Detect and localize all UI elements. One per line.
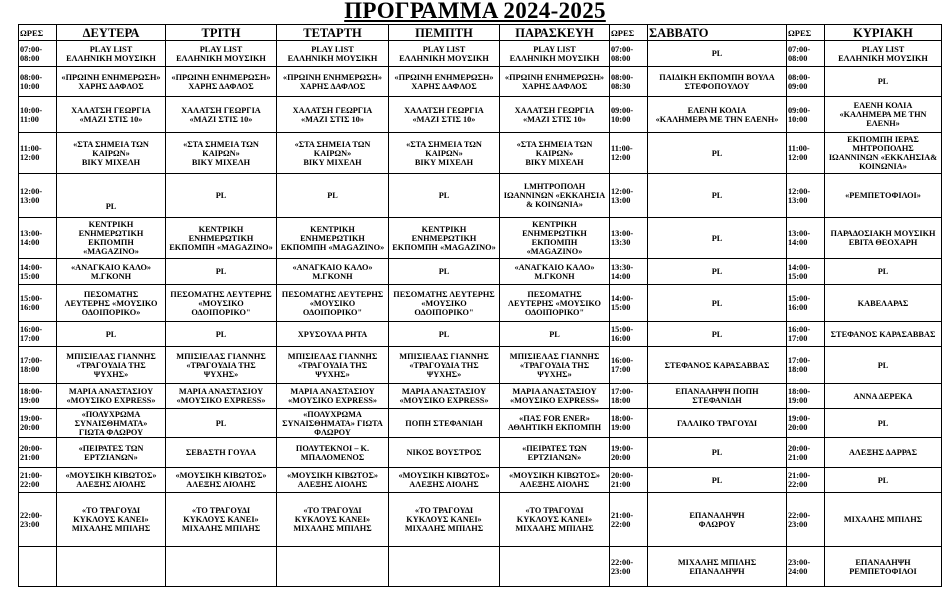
program-cell: ΣΕΒΑΣΤΗ ΓΟΥΛΑ <box>166 438 277 468</box>
program-cell: PL <box>57 322 166 347</box>
program-cell: ΕΠΑΝΑΛΗΨΗ ΠΟΠΗ ΣΤΕΦΑΝΙΔΗ <box>648 384 787 409</box>
time-cell: 07:00- 08:00 <box>19 41 57 67</box>
program-cell: PL <box>648 133 787 174</box>
program-cell: «ΜΟΥΣΙΚΗ ΚΙΒΩΤΟΣ» ΑΛΕΞΗΣ ΛΙΟΛΗΣ <box>57 468 166 493</box>
time-cell: 18:00- 19:00 <box>19 384 57 409</box>
program-cell: ΚΕΝΤΡΙΚΗ ΕΝΗΜΕΡΩΤΙΚΗ ΕΚΠΟΜΠΗ «MAGAZINO» <box>57 218 166 259</box>
schedule-row <box>19 67 942 97</box>
time-cell: 16:00- 17:00 <box>787 322 825 347</box>
header-cell: ΚΥΡΙΑΚΗ <box>825 25 942 41</box>
program-cell: PL <box>825 259 942 285</box>
program-cell: «ΠΕΙΡΑΤΕΣ ΤΩΝ ΕΡΤΖΙΑΝΩΝ» <box>57 438 166 468</box>
program-cell: PLAY LIST ΕΛΛΗΝΙΚΗ ΜΟΥΣΙΚΗ <box>389 41 500 67</box>
time-cell: 10:00- 11:00 <box>19 97 57 133</box>
time-cell: 13:00- 14:00 <box>787 218 825 259</box>
program-cell: ΜΙΧΑΛΗΣ ΜΠΙΛΗΣ ΕΠΑΝΑΛΗΨΗ <box>648 547 787 587</box>
program-cell: PL <box>648 438 787 468</box>
schedule-row <box>19 438 942 468</box>
program-cell: PL <box>825 409 942 438</box>
program-cell: «ΠΡΩΙΝΗ ΕΝΗΜΕΡΩΣΗ» ΧΑΡΗΣ ΔΑΦΛΟΣ <box>57 67 166 97</box>
time-cell: 18:00- 19:00 <box>610 409 648 438</box>
header-cell: ΩΡΕΣ <box>19 25 57 41</box>
schedule-row <box>19 409 942 438</box>
program-cell: ΕΠΑΝΑΛΗΨΗ ΡΕΜΠΕΤΟΦΙΛΟΙ <box>825 547 942 587</box>
program-cell: «ΣΤΑ ΣΗΜΕΙΑ ΤΩΝ ΚΑΙΡΩΝ» ΒΙΚΥ ΜΙΧΕΛΗ <box>57 133 166 174</box>
program-cell: «ΣΤΑ ΣΗΜΕΙΑ ΤΩΝ ΚΑΙΡΩΝ» ΒΙΚΥ ΜΙΧΕΛΗ <box>166 133 277 174</box>
program-cell: ΜΠΙΣΙΕΛΑΣ ΓΙΑΝΝΗΣ «ΤΡΑΓΟΥΔΙΑ ΤΗΣ ΨΥΧΗΣ» <box>166 347 277 384</box>
schedule-row <box>19 468 942 493</box>
time-cell: 13:00- 13:30 <box>610 218 648 259</box>
program-cell: PL <box>389 259 500 285</box>
header-cell: ΤΡΙΤΗ <box>166 25 277 41</box>
program-cell: PL <box>648 218 787 259</box>
time-cell: 14:00- 15:00 <box>19 259 57 285</box>
program-cell: ΑΛΕΞΗΣ ΔΑΡΡΑΣ <box>825 438 942 468</box>
time-cell: 20:00- 21:00 <box>787 438 825 468</box>
time-cell: 14:00- 15:00 <box>610 285 648 322</box>
program-cell: «ΜΟΥΣΙΚΗ ΚΙΒΩΤΟΣ» ΑΛΕΞΗΣ ΛΙΟΛΗΣ <box>500 468 610 493</box>
header-cell: ΣΑΒΒΑΤΟ <box>648 25 787 41</box>
program-cell: ΚΕΝΤΡΙΚΗ ΕΝΗΜΕΡΩΤΙΚΗ ΕΚΠΟΜΠΗ «MAGAZINO» <box>166 218 277 259</box>
program-cell: ΠΕΣΟΜΑΤΗΣ ΛΕΥΤΕΡΗΣ «ΜΟΥΣΙΚΟ ΟΔΟΙΠΟΡΙΚΟ" <box>500 285 610 322</box>
time-cell: 20:00- 21:00 <box>19 438 57 468</box>
schedule-row <box>19 133 942 174</box>
program-cell: PL <box>648 468 787 493</box>
time-cell: 16:00- 17:00 <box>19 322 57 347</box>
program-cell: PL <box>648 285 787 322</box>
program-cell: «ΠΕΙΡΑΤΕΣ ΤΩΝ ΕΡΤΖΙΑΝΩΝ» <box>500 438 610 468</box>
time-cell: 12:00- 13:00 <box>19 174 57 218</box>
time-cell: 23:00- 24:00 <box>787 547 825 587</box>
program-cell: ΜΑΡΙΑ ΑΝΑΣΤΑΣΙΟΥ «ΜΟΥΣΙΚΟ EXPRESS» <box>500 384 610 409</box>
schedule-row <box>19 384 942 409</box>
program-cell: PL <box>825 468 942 493</box>
program-cell: PLAY LIST ΕΛΛΗΝΙΚΗ ΜΟΥΣΙΚΗ <box>57 41 166 67</box>
program-cell: ΠΕΣΟΜΑΤΗΣ ΛΕΥΤΕΡΗΣ «ΜΟΥΣΙΚΟ ΟΔΟΙΠΟΡΙΚΟ" <box>166 285 277 322</box>
time-cell: 17:00- 18:00 <box>19 347 57 384</box>
program-cell: ΠΑΡΑΔΟΣΙΑΚΗ ΜΟΥΣΙΚΗ ΕΒΙΤΑ ΘΕΟΧΑΡΗ <box>825 218 942 259</box>
program-cell: ΕΛΕΝΗ ΚΟΛΙΑ «ΚΑΛΗΜΕΡΑ ΜΕ ΤΗΝ ΕΛΕΝΗ» <box>648 97 787 133</box>
time-cell: 13:30- 14:00 <box>610 259 648 285</box>
schedule-row <box>19 218 942 259</box>
time-cell: 20:00- 21:00 <box>610 468 648 493</box>
header-cell: ΩΡΕΣ <box>787 25 825 41</box>
program-cell: ΧΑΛΑΤΣΗ ΓΕΩΡΓΙΑ «ΜΑΖΙ ΣΤΙΣ 10» <box>166 97 277 133</box>
program-cell: ΜΠΙΣΙΕΛΑΣ ΓΙΑΝΝΗΣ «ΤΡΑΓΟΥΔΙΑ ΤΗΣ ΨΥΧΗΣ» <box>57 347 166 384</box>
time-cell: 08:00- 08:30 <box>610 67 648 97</box>
program-cell: ΜΠΙΣΙΕΛΑΣ ΓΙΑΝΝΗΣ «ΤΡΑΓΟΥΔΙΑ ΤΗΣ ΨΥΧΗΣ» <box>389 347 500 384</box>
time-cell: 19:00- 20:00 <box>19 409 57 438</box>
program-cell: ΕΛΕΝΗ ΚΟΛΙΑ «ΚΑΛΗΜΕΡΑ ΜΕ ΤΗΝ ΕΛΕΝΗ» <box>825 97 942 133</box>
program-cell: ΜΠΙΣΙΕΛΑΣ ΓΙΑΝΝΗΣ «ΤΡΑΓΟΥΔΙΑ ΤΗΣ ΨΥΧΗΣ» <box>500 347 610 384</box>
program-cell: ΚΕΝΤΡΙΚΗ ΕΝΗΜΕΡΩΤΙΚΗ ΕΚΠΟΜΠΗ «MAGAZINO» <box>277 218 389 259</box>
schedule-row <box>19 347 942 384</box>
program-cell <box>389 547 500 587</box>
program-cell: «ΠΑΣ FOR ENER» ΑΘΛΗΤΙΚΗ ΕΚΠΟΜΠΗ <box>500 409 610 438</box>
time-cell: 18:00- 19:00 <box>787 384 825 409</box>
program-cell: «ΣΤΑ ΣΗΜΕΙΑ ΤΩΝ ΚΑΙΡΩΝ» ΒΙΚΥ ΜΙΧΕΛΗ <box>389 133 500 174</box>
program-cell: ΧΑΛΑΤΣΗ ΓΕΩΡΓΙΑ «ΜΑΖΙ ΣΤΙΣ 10» <box>57 97 166 133</box>
program-cell: ΜΑΡΙΑ ΑΝΑΣΤΑΣΙΟΥ «ΜΟΥΣΙΚΟ EXPRESS» <box>389 384 500 409</box>
time-cell: 15:00- 16:00 <box>19 285 57 322</box>
program-cell: ΣΤΕΦΑΝΟΣ ΚΑΡΑΣΑΒΒΑΣ <box>648 347 787 384</box>
program-cell: PLAY LIST ΕΛΛΗΝΙΚΗ ΜΟΥΣΙΚΗ <box>500 41 610 67</box>
program-cell <box>500 547 610 587</box>
program-cell: ΧΡΥΣΟΥΛΑ ΡΗΤΑ <box>277 322 389 347</box>
program-cell: «ΠΡΩΙΝΗ ΕΝΗΜΕΡΩΣΗ» ΧΑΡΗΣ ΔΑΦΛΟΣ <box>389 67 500 97</box>
program-cell: ΠΟΛΥΤΕΚΝΟΙ – Κ. ΜΠΑΛΟΜΕΝΟΣ <box>277 438 389 468</box>
header-cell: ΔΕΥΤΕΡΑ <box>57 25 166 41</box>
program-cell: PL <box>648 322 787 347</box>
program-cell: «ΠΡΩΙΝΗ ΕΝΗΜΕΡΩΣΗ» ΧΑΡΗΣ ΔΑΦΛΟΣ <box>166 67 277 97</box>
time-cell: 12:00- 13:00 <box>787 174 825 218</box>
program-cell: PL <box>389 322 500 347</box>
program-cell: «ΠΟΛΥΧΡΩΜΑ ΣΥΝΑΙΣΘΗΜΑΤΑ» ΓΙΩΤΑ ΦΛΩΡΟΥ <box>57 409 166 438</box>
schedule-row <box>19 547 942 587</box>
header-cell: ΩΡΕΣ <box>610 25 648 41</box>
program-cell: ΕΠΑΝΑΛΗΨΗ ΦΛΩΡΟΥ <box>648 493 787 547</box>
program-cell: PL <box>648 41 787 67</box>
time-cell: 17:00- 18:00 <box>610 384 648 409</box>
program-cell: «ΤΟ ΤΡΑΓΟΥΔΙ ΚΥΚΛΟΥΣ ΚΑΝΕΙ» ΜΙΧΑΛΗΣ ΜΠΙΛΗΣ <box>277 493 389 547</box>
page-title <box>0 0 950 22</box>
time-cell: 12:00- 13:00 <box>610 174 648 218</box>
time-cell: 17:00- 18:00 <box>787 347 825 384</box>
program-cell: ΚΕΝΤΡΙΚΗ ΕΝΗΜΕΡΩΤΙΚΗ ΕΚΠΟΜΠΗ «MAGAZINO» <box>389 218 500 259</box>
program-cell: PL <box>500 322 610 347</box>
program-cell: PL <box>825 67 942 97</box>
program-cell: «ΠΡΩΙΝΗ ΕΝΗΜΕΡΩΣΗ» ΧΑΡΗΣ ΔΑΦΛΟΣ <box>500 67 610 97</box>
time-cell: 11:00- 12:00 <box>610 133 648 174</box>
program-cell: ΑΝΝΑ ΔΕΡΕΚΑ <box>825 384 942 409</box>
program-cell: ΠΟΠΗ ΣΤΕΦΑΝΙΔΗ <box>389 409 500 438</box>
time-cell <box>19 547 57 587</box>
header-row <box>19 25 942 41</box>
program-cell: «ΤΟ ΤΡΑΓΟΥΔΙ ΚΥΚΛΟΥΣ ΚΑΝΕΙ» ΜΙΧΑΛΗΣ ΜΠΙΛΗΣ <box>500 493 610 547</box>
program-cell: ΓΑΛΛΙΚΟ ΤΡΑΓΟΥΔΙ <box>648 409 787 438</box>
program-cell: «ΜΟΥΣΙΚΗ ΚΙΒΩΤΟΣ» ΑΛΕΞΗΣ ΛΙΟΛΗΣ <box>389 468 500 493</box>
time-cell: 09:00- 10:00 <box>787 97 825 133</box>
time-cell: 09:00- 10:00 <box>610 97 648 133</box>
schedule-table <box>18 24 942 587</box>
program-cell: «ΣΤΑ ΣΗΜΕΙΑ ΤΩΝ ΚΑΙΡΩΝ» ΒΙΚΥ ΜΙΧΕΛΗ <box>277 133 389 174</box>
program-cell: Ι.ΜΗΤΡΟΠΟΛΗ ΙΩΑΝΝΙΝΩΝ «ΕΚΚΛΗΣΙΑ & ΚΟΙΝΩΝΙΑ» <box>500 174 610 218</box>
program-cell: «ΡΕΜΠΕΤΟΦΙΛΟΙ» <box>825 174 942 218</box>
time-cell: 22:00- 23:00 <box>787 493 825 547</box>
time-cell: 15:00- 16:00 <box>610 322 648 347</box>
program-cell: ΧΑΛΑΤΣΗ ΓΕΩΡΓΙΑ «ΜΑΖΙ ΣΤΙΣ 10» <box>277 97 389 133</box>
program-cell: PL <box>648 259 787 285</box>
time-cell: 16:00- 17:00 <box>610 347 648 384</box>
program-cell: «ΜΟΥΣΙΚΗ ΚΙΒΩΤΟΣ» ΑΛΕΞΗΣ ΛΙΟΛΗΣ <box>166 468 277 493</box>
program-cell: «ΠΡΩΙΝΗ ΕΝΗΜΕΡΩΣΗ» ΧΑΡΗΣ ΔΑΦΛΟΣ <box>277 67 389 97</box>
program-cell: «ΑΝΑΓΚΑΙΟ ΚΑΛΟ» Μ.ΓΚΟΝΗ <box>57 259 166 285</box>
schedule-row <box>19 493 942 547</box>
schedule-row <box>19 285 942 322</box>
program-cell: «ΤΟ ΤΡΑΓΟΥΔΙ ΚΥΚΛΟΥΣ ΚΑΝΕΙ» ΜΙΧΑΛΗΣ ΜΠΙΛΗΣ <box>389 493 500 547</box>
program-cell <box>277 547 389 587</box>
program-cell: ΝΙΚΟΣ ΒΟΥΣΤΡΟΣ <box>389 438 500 468</box>
header-cell: ΠΑΡΑΣΚΕΥΗ <box>500 25 610 41</box>
program-cell: PL <box>648 174 787 218</box>
program-cell: «ΤΟ ΤΡΑΓΟΥΔΙ ΚΥΚΛΟΥΣ ΚΑΝΕΙ» ΜΙΧΑΛΗΣ ΜΠΙΛΗΣ <box>166 493 277 547</box>
program-cell: ΚΕΝΤΡΙΚΗ ΕΝΗΜΕΡΩΤΙΚΗ ΕΚΠΟΜΠΗ «MAGAZINO» <box>500 218 610 259</box>
schedule-row <box>19 174 942 218</box>
schedule-row <box>19 322 942 347</box>
program-cell: «ΣΤΑ ΣΗΜΕΙΑ ΤΩΝ ΚΑΙΡΩΝ» ΒΙΚΥ ΜΙΧΕΛΗ <box>500 133 610 174</box>
program-cell: PL <box>57 174 166 218</box>
program-cell: PL <box>166 322 277 347</box>
program-cell: PLAY LIST ΕΛΛΗΝΙΚΗ ΜΟΥΣΙΚΗ <box>825 41 942 67</box>
time-cell: 07:00- 08:00 <box>787 41 825 67</box>
program-cell: ΜΑΡΙΑ ΑΝΑΣΤΑΣΙΟΥ «ΜΟΥΣΙΚΟ EXPRESS» <box>166 384 277 409</box>
program-cell: «ΠΟΛΥΧΡΩΜΑ ΣΥΝΑΙΣΘΗΜΑΤΑ» ΓΙΩΤΑ ΦΛΩΡΟΥ <box>277 409 389 438</box>
program-cell: PL <box>166 409 277 438</box>
program-cell: ΜΑΡΙΑ ΑΝΑΣΤΑΣΙΟΥ «ΜΟΥΣΙΚΟ EXPRESS» <box>277 384 389 409</box>
time-cell: 07:00- 08:00 <box>610 41 648 67</box>
program-cell: ΜΙΧΑΛΗΣ ΜΠΙΛΗΣ <box>825 493 942 547</box>
program-cell: ΠΑΙΔΙΚΗ ΕΚΠΟΜΠΗ ΒΟΥΛΑ ΣΤΕΦΟΠΟΥΛΟΥ <box>648 67 787 97</box>
program-cell: ΠΕΣΟΜΑΤΗΣ ΛΕΥΤΕΡΗΣ «ΜΟΥΣΙΚΟ ΟΔΟΙΠΟΡΙΚΟ" <box>389 285 500 322</box>
program-cell: PLAY LIST ΕΛΛΗΝΙΚΗ ΜΟΥΣΙΚΗ <box>277 41 389 67</box>
program-cell: PL <box>166 174 277 218</box>
time-cell: 13:00- 14:00 <box>19 218 57 259</box>
time-cell: 19:00- 20:00 <box>610 438 648 468</box>
program-cell: PLAY LIST ΕΛΛΗΝΙΚΗ ΜΟΥΣΙΚΗ <box>166 41 277 67</box>
time-cell: 22:00- 23:00 <box>610 547 648 587</box>
program-cell <box>57 547 166 587</box>
time-cell: 14:00- 15:00 <box>787 259 825 285</box>
header-cell: ΤΕΤΑΡΤΗ <box>277 25 389 41</box>
program-cell: ΧΑΛΑΤΣΗ ΓΕΩΡΓΙΑ «ΜΑΖΙ ΣΤΙΣ 10» <box>389 97 500 133</box>
program-cell: ΜΠΙΣΙΕΛΑΣ ΓΙΑΝΝΗΣ «ΤΡΑΓΟΥΔΙΑ ΤΗΣ ΨΥΧΗΣ» <box>277 347 389 384</box>
time-cell: 21:00- 22:00 <box>787 468 825 493</box>
schedule-row <box>19 41 942 67</box>
program-cell: PL <box>277 174 389 218</box>
time-cell: 22:00- 23:00 <box>19 493 57 547</box>
time-cell: 11:00- 12:00 <box>787 133 825 174</box>
program-cell: PL <box>389 174 500 218</box>
program-cell: ΧΑΛΑΤΣΗ ΓΕΩΡΓΙΑ «ΜΑΖΙ ΣΤΙΣ 10» <box>500 97 610 133</box>
header-cell: ΠΕΜΠΤΗ <box>389 25 500 41</box>
program-cell: ΕΚΠΟΜΠΗ ΙΕΡΑΣ ΜΗΤΡΟΠΟΛΗΣ ΙΩΑΝΝΙΝΩΝ «ΕΚΚΛΗΣΙΑ& ΚΟΙΝΩΝΙΑ» <box>825 133 942 174</box>
program-cell: PL <box>825 347 942 384</box>
program-cell: PL <box>166 259 277 285</box>
program-cell: ΚΑΒΕΛΑΡΑΣ <box>825 285 942 322</box>
program-cell: ΠΕΣΟΜΑΤΗΣ ΛΕΥΤΕΡΗΣ «ΜΟΥΣΙΚΟ ΟΔΟΙΠΟΡΙΚΟ" <box>277 285 389 322</box>
program-cell: ΣΤΕΦΑΝΟΣ ΚΑΡΑΣΑΒΒΑΣ <box>825 322 942 347</box>
program-cell: ΜΑΡΙΑ ΑΝΑΣΤΑΣΙΟΥ «ΜΟΥΣΙΚΟ EXPRESS» <box>57 384 166 409</box>
time-cell: 21:00- 22:00 <box>19 468 57 493</box>
program-cell: «ΜΟΥΣΙΚΗ ΚΙΒΩΤΟΣ» ΑΛΕΞΗΣ ΛΙΟΛΗΣ <box>277 468 389 493</box>
program-cell: «ΑΝΑΓΚΑΙΟ ΚΑΛΟ» Μ.ΓΚΟΝΗ <box>500 259 610 285</box>
time-cell: 08:00- 09:00 <box>787 67 825 97</box>
time-cell: 15:00- 16:00 <box>787 285 825 322</box>
time-cell: 11:00- 12:00 <box>19 133 57 174</box>
time-cell: 21:00- 22:00 <box>610 493 648 547</box>
program-cell: «ΤΟ ΤΡΑΓΟΥΔΙ ΚΥΚΛΟΥΣ ΚΑΝΕΙ» ΜΙΧΑΛΗΣ ΜΠΙΛΗΣ <box>57 493 166 547</box>
schedule-row <box>19 259 942 285</box>
time-cell: 19:00- 20:00 <box>787 409 825 438</box>
schedule-row <box>19 97 942 133</box>
program-cell: «ΑΝΑΓΚΑΙΟ ΚΑΛΟ» Μ.ΓΚΟΝΗ <box>277 259 389 285</box>
time-cell: 08:00- 10:00 <box>19 67 57 97</box>
program-cell <box>166 547 277 587</box>
page-title-text: ΠΡΟΓΡΑΜΜΑ 2024-2025 <box>344 0 606 23</box>
program-cell: ΠΕΣΟΜΑΤΗΣ ΛΕΥΤΕΡΗΣ «ΜΟΥΣΙΚΟ ΟΔΟΙΠΟΡΙΚΟ» <box>57 285 166 322</box>
